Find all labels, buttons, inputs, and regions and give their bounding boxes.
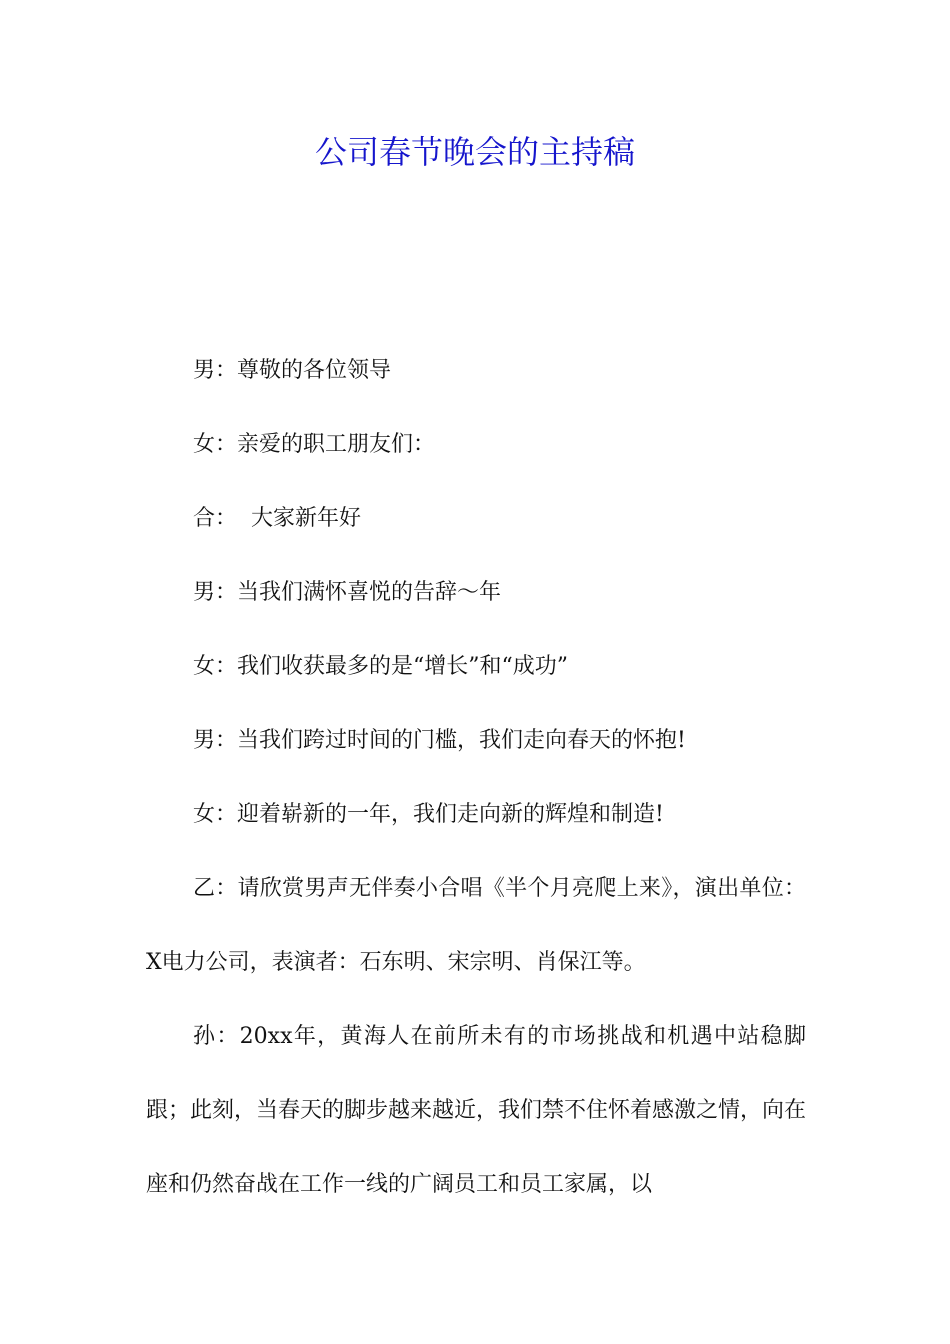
paragraph-4: 男：当我们满怀喜悦的告辞～年 [193, 580, 502, 605]
paragraph-1: 男：尊敬的各位领导 [193, 358, 392, 383]
paragraph-5: 女：我们收获最多的是“增长”和“成功” [193, 654, 568, 679]
paragraph-8: 乙：请欣赏男声无伴奏小合唱《半个月亮爬上来》，演出单位：X电力公司，表演者：石东明、宋宗明、肖保江等。 [146, 876, 806, 975]
paragraph-2: 女：亲爱的职工朋友们： [193, 432, 436, 457]
paragraph-6: 男：当我们跨过时间的门槛，我们走向春天的怀抱! [193, 728, 686, 753]
paragraph-9: 孙：20xx年，黄海人在前所未有的市场挑战和机遇中站稳脚跟；此刻，当春天的脚步越来越近，我们禁不住怀着感激之情，向在座和仍然奋战在工作一线的广阔员工和员工家属，以 [146, 1024, 807, 1197]
document-title: 公司春节晚会的主持稿 [314, 133, 635, 171]
paragraph-3: 合： 大家新年好 [193, 506, 361, 531]
document-body [146, 334, 806, 1222]
paragraph-7: 女：迎着崭新的一年，我们走向新的辉煌和制造! [193, 802, 664, 827]
